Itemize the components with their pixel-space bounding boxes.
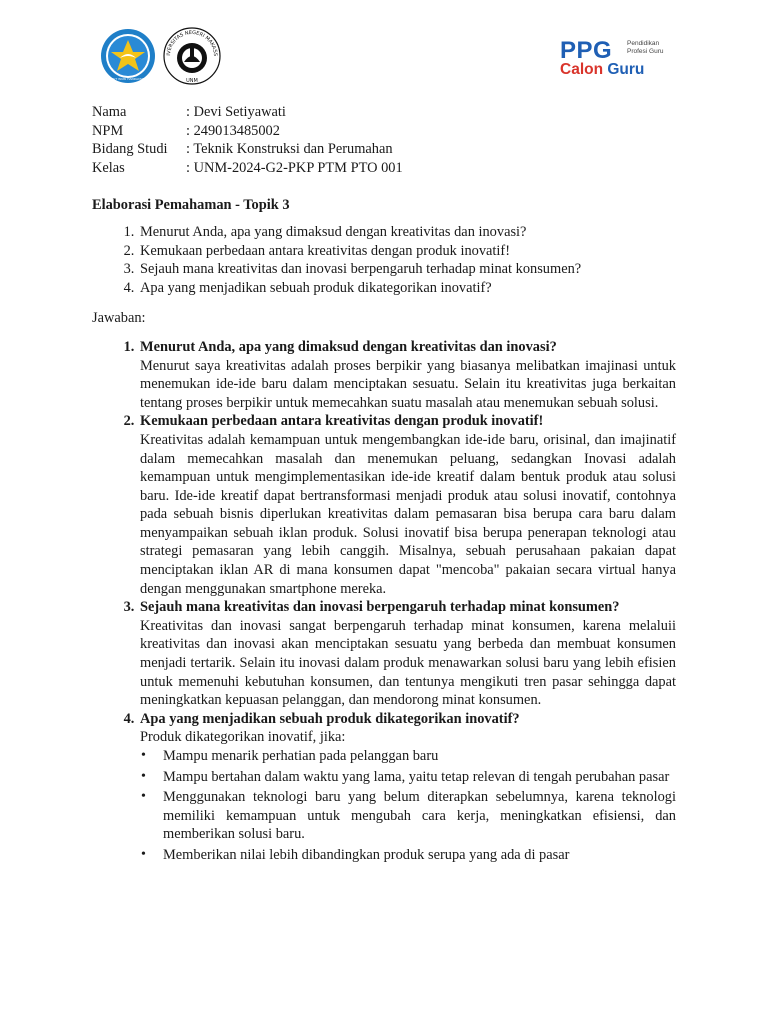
info-label: Nama [92,104,127,120]
student-info-block [92,103,676,177]
answer-question: 1. Menurut Anda, apa yang dimaksud dengan kreativitas dan inovasi? [140,338,557,355]
answer-item [138,412,676,598]
answer-question: 3. Sejauh mana kreativitas dan inovasi berpengaruh terhadap minat konsumen? [140,599,620,616]
ppg-guru-word: Guru [607,61,645,78]
kemdik-motto: TUT WURI HANDAYANI [111,77,145,81]
answer-question: 4. Apa yang menjadikan sebuah produk dikategorikan inovatif? [140,710,520,727]
bullet-item: • Menggunakan teknologi baru yang belum diterapkan sebelumnya, karena teknologi memiliki kemampuan untuk mengubah cara kerja, meningkatkan efisiensi, dan memberikan solusi baru. [163,788,676,844]
criteria-bullet-list [140,747,676,865]
info-label: Bidang Studi [92,141,168,158]
kemdikbud-logo [100,28,156,84]
question-item: 3. Sejauh mana kreativitas dan inovasi berpengaruh terhadap minat konsumen? [138,260,676,279]
answer-paragraph: Kreativitas dan inovasi sangat berpengaruh terhadap minat konsumen, karena melaluii kreativitas dan inovasi akan menciptakan sesuatu yang berbeda dan membuat konsumen menjadi tertarik. Selain itu inovasi dalam produk menawarkan solusi baru yang lebih efisien untuk memenuhi kebutuhan konsumen, dan tentunya mengikuti tren pasar sehingga dapat meningkatkan kepuasan pelanggan, dan mendorong minat konsumen. [140,617,676,709]
question-item: 1. Menurut Anda, apa yang dimaksud dengan kreativitas dan inovasi? [138,223,676,242]
info-label: Kelas [92,159,125,176]
document-body [92,103,676,867]
question-item: 4. Apa yang menjadikan sebuah produk dikategorikan inovatif? [138,279,676,298]
question-item: 2. Kemukaan perbedaan antara kreativitas dengan produk inovatif! [138,242,676,261]
answer-list [92,338,676,865]
answer-item [138,598,676,710]
answer-paragraph: Menurut saya kreativitas adalah proses berpikir yang biasanya melibatkan imajinasi untuk menemukan ide-ide baru dalam menciptakan sesuatu. Selain itu kreativitas juga berkaitan tentang proses berpikir untuk memecahkan suatu masalah atau menemukan sebuah solusi. [140,357,676,411]
unm-seal-bottom-text: UNM [186,78,198,84]
ppg-calon-guru-logo [560,38,670,82]
answer-paragraph: Produk dikategorikan inovatif, jika: [140,729,346,746]
bullet-item: • Memberikan nilai lebih dibandingkan produk serupa yang ada di pasar [163,846,676,865]
unm-seal-logo [162,26,222,86]
ppg-calon-guru-text [560,61,644,79]
answer-item [138,710,676,865]
info-row-nama [92,103,676,122]
bullet-item: • Mampu bertahan dalam waktu yang lama, yaitu tetap relevan di tengah perubahan pasar [163,768,676,787]
info-row-kelas [92,159,676,178]
info-value: : Devi Setiyawati [186,104,286,120]
info-label: NPM [92,122,124,139]
document-title: Elaborasi Pemahaman - Topik 3 [92,197,290,214]
answer-paragraph: Kreativitas adalah kemampuan untuk mengembangkan ide-ide baru, orisinal, dan imajinatif dalam memecahkan masalah dan menemukan peluang, sedangkan Inovasi adalah kemampuan untuk mengimplementasikan ide-ide kreatif dalam bentuk produk atau solusi baru. Ide-ide kreatif dapat bertransformasi menjadi produk atau solusi inovatif, contohnya pada sebuah bisnis diperlukan kreativitas dalam pemasaran bisa berupa cara baru dalam menyampaikan sebuah iklan produk. Solusi inovatif bisa berupa penerapan teknologi atau strategi pemasaran yang lebih canggih. Misalnya, sebuah perusahaan pakaian dapat menciptakan iklan AR di mana konsumen dapat "mencoba" pakaian secara virtual hanya dengan menggunakan smartphone mereka. [140,431,676,597]
bullet-item: • Mampu menarik perhatian pada pelanggan baru [163,747,676,766]
info-value: : Teknik Konstruksi dan Perumahan [186,141,393,158]
question-list [92,223,676,297]
info-value: : 249013485002 [186,122,280,139]
answer-item [138,338,676,412]
page-header [0,26,768,86]
info-value: : UNM-2024-G2-PKP PTM PTO 001 [186,159,403,176]
unm-seal-text: IVERSITAS NEGERI MAKASS [165,29,219,57]
ppg-logo-subtitle: Pendidikan Profesi Guru [627,40,664,55]
info-row-npm [92,122,676,141]
info-row-bidang-studi [92,140,676,159]
answer-question: 2. Kemukaan perbedaan antara kreativitas dengan produk inovatif! [140,413,544,430]
answers-heading: Jawaban: [92,310,146,327]
ppg-calon-word: Calon [560,61,604,78]
ppg-logo-text: PPG [560,37,613,64]
